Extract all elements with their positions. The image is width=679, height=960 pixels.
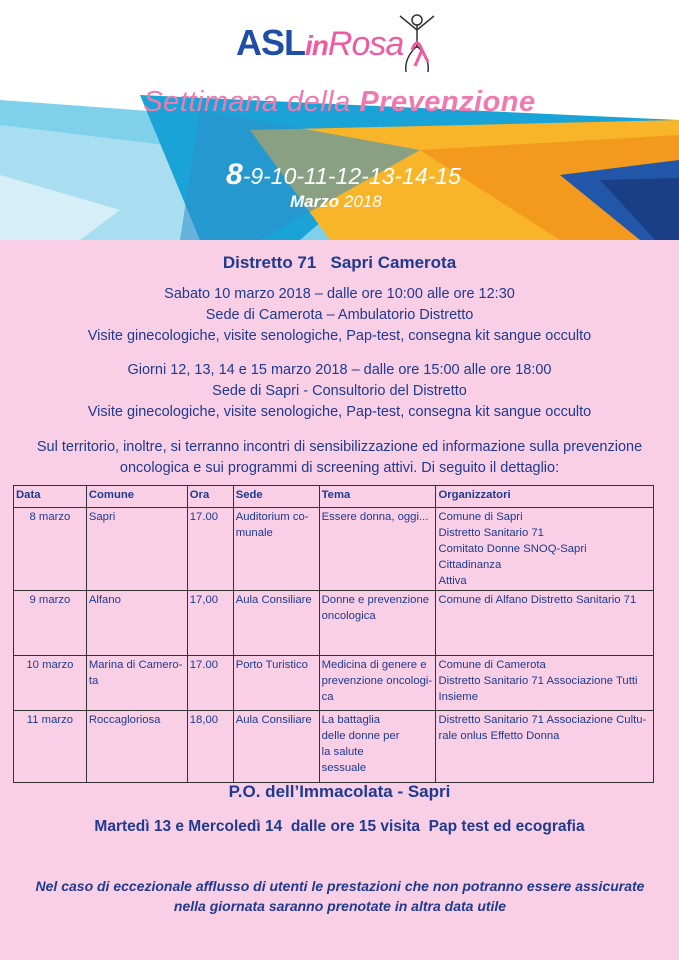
column-header-tema: Tema [319,486,436,508]
logo-in-text: in [305,30,328,61]
cell-organizzatori [436,656,654,711]
cell-date: 11 marzo [14,711,87,783]
events-table [13,485,654,783]
cell-tema-line: ca [321,691,334,703]
session-camerota-date: Sabato 10 marzo 2018 – dalle ore 10:00 alle ore 12:30 [164,286,515,302]
cell-tema-line: la salute [321,746,364,758]
cell-ora: 17,00 [187,591,233,656]
cell-ora: 17.00 [187,508,233,591]
cell-tema-line: sessuale [321,762,367,774]
cell-sede [233,591,319,656]
campaign-month [290,192,382,212]
campaign-title-light: Settimana della [143,86,360,118]
cell-org-line: Distretto Sanitario 71 [438,527,544,539]
footer-note-line-2: nella giornata saranno prenotate in altra data utile [173,898,507,914]
cell-sede [233,656,319,711]
cell-tema [319,711,436,783]
footer-note-line-1: Nel caso di eccezionale afflusso di utenti le prestazioni che non potranno essere assicurate [35,878,645,894]
cell-tema-line: Medicina di genere e [321,659,427,671]
cell-sede-line: munale [235,527,273,539]
hospital-schedule: Martedì 13 e Mercoledì 14 dalle ore 15 visita Pap test ed ecografia [94,818,585,835]
cell-tema-line: oncologica [321,610,376,622]
cell-org-line: Distretto Sanitario 71 Associazione Cultu- [438,714,647,726]
cell-comune: Sapri [86,508,187,591]
column-header-sede: Sede [233,486,319,508]
cell-sede [233,711,319,783]
column-header-comune: Comune [86,486,187,508]
cell-tema-line: La battaglia [321,714,381,726]
cell-sede-line: Auditorium co- [235,511,309,523]
session-camerota-location: Sede di Camerota – Ambulatorio Distretto [205,307,474,323]
session-sapri-location: Sede di Sapri - Consultorio del Distretto [212,383,467,399]
cell-date: 8 marzo [14,508,87,591]
cell-organizzatori [436,711,654,783]
logo-asl-text: ASL [236,22,305,63]
cell-org-line: Insieme [438,691,478,703]
table-row [14,711,654,783]
campaign-year: 2018 [343,192,382,211]
cell-comune: Roccagloriosa [86,711,187,783]
cell-tema-line: delle donne per [321,730,400,742]
column-header-organizzatori: Organizzatori [436,486,654,508]
cell-sede-line: Aula Consiliare [235,594,312,606]
session-camerota-services: Visite ginecologiche, visite senologiche, Pap-test, consegna kit sangue occulto [87,328,592,344]
session-camerota [0,284,679,347]
cell-sede-line: Aula Consiliare [235,714,312,726]
cell-org-line: Comune di Alfano Distretto Sanitario 71 [438,594,637,606]
cell-tema-line: prevenzione oncologi- [321,675,433,687]
column-header-ora: Ora [187,486,233,508]
cell-ora: 18,00 [187,711,233,783]
campaign-month-name: Marzo [290,192,340,211]
intro-line-1: Sul territorio, inoltre, si terranno incontri di sensibilizzazione ed informazione sulla prevenzione [36,439,643,455]
logo-rosa-text: Rosa [327,25,404,63]
campaign-dates [226,158,461,192]
campaign-title [0,86,679,119]
table-row [14,508,654,591]
district-title: Distretto 71 Sapri Camerota [222,253,457,272]
column-header-data: Data [14,486,87,508]
table-header-row [14,486,654,508]
hospital-title: P.O. dell’Immacolata - Sapri [228,782,451,801]
header-banner [0,0,679,240]
cell-sede-line: Porto Turistico [235,659,308,671]
cell-tema [319,591,436,656]
footer-note [30,876,650,916]
session-sapri-date: Giorni 12, 13, 14 e 15 marzo 2018 – dalle ore 15:00 alle ore 18:00 [127,362,552,378]
campaign-title-bold: Prevenzione [359,86,536,118]
cell-tema-line: Donne e prevenzione [321,594,430,606]
cell-org-line: rale onlus Effetto Donna [438,730,560,742]
campaign-first-date: 8 [226,158,243,191]
cell-date: 9 marzo [14,591,87,656]
cell-org-line: Comune di Camerota [438,659,546,671]
cell-tema-line: Essere donna, oggi... [321,511,429,523]
cell-tema [319,656,436,711]
session-sapri-services: Visite ginecologiche, visite senologiche, Pap-test, consegna kit sangue occulto [87,404,592,420]
cell-org-line: Distretto Sanitario 71 Associazione Tutti [438,675,638,687]
intro-line-2: oncologica e sui programmi di screening attivi. Di seguito il dettaglio: [119,460,560,476]
cell-sede [233,508,319,591]
table-row [14,591,654,656]
cell-comune: Marina di Camero-ta [86,656,187,711]
cell-organizzatori [436,591,654,656]
cell-organizzatori [436,508,654,591]
cell-org-line: Comitato Donne SNOQ-Sapri Cittadinanza [438,543,587,571]
cell-comune: Alfano [86,591,187,656]
cell-org-line: Attiva [438,575,467,587]
asl-in-rosa-logo [236,22,403,64]
session-sapri [0,360,679,423]
table-row [14,656,654,711]
intro-paragraph [0,437,679,479]
cell-ora: 17.00 [187,656,233,711]
cell-date: 10 marzo [14,656,87,711]
dancer-ribbon-icon [392,10,442,76]
campaign-other-dates: -9-10-11-12-13-14-15 [242,163,461,189]
cell-org-line: Comune di Sapri [438,511,523,523]
cell-tema [319,508,436,591]
